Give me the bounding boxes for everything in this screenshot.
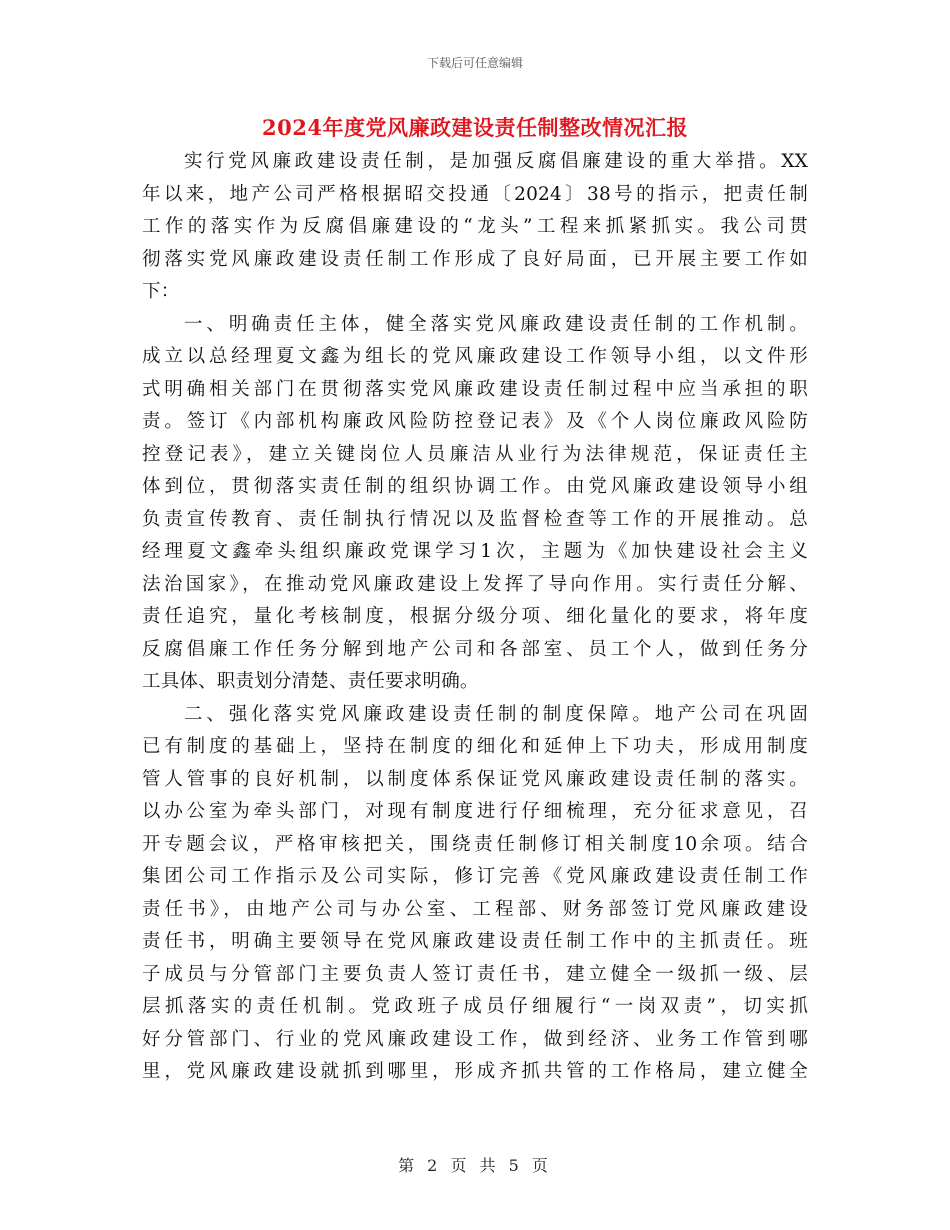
text-line: 集团公司工作指示及公司实际，修订完善《党风廉政建设责任制工作	[142, 866, 808, 887]
text-line: 式明确相关部门在贯彻落实党风廉政建设责任制过程中应当承担的职	[142, 378, 808, 400]
text-line: 下：	[142, 281, 180, 302]
text-line: 彻落实党风廉政建设责任制工作形成了良好局面，已开展主要工作如	[142, 248, 808, 270]
text-line: 开专题会议，严格审核把关，围绕责任制修订相关制度10余项。结合	[142, 833, 808, 855]
text-line: 工具体、职责划分清楚、责任要求明确。	[142, 671, 479, 692]
text-line: 法治国家》，在推动党风廉政建设上发挥了导向作用。实行责任分解、	[142, 573, 808, 595]
text-line: 反腐倡廉工作任务分解到地产公司和各部室、员工个人，做到任务分	[142, 638, 808, 660]
text-line: 工作的落实作为反腐倡廉建设的“龙头”工程来抓紧抓实。我公司贯	[142, 216, 808, 237]
text-line: 里，党风廉政建设就抓到哪里，形成齐抓共管的工作格局，建立健全	[142, 1061, 808, 1082]
text-line: 控登记表》，建立关键岗位人员廉洁从业行为法律规范，保证责任主	[142, 443, 808, 465]
text-line: 责任书，明确主要领导在党风廉政建设责任制工作中的主抓责任。班	[142, 931, 808, 952]
text-line: 责任书》，由地产公司与办公室、工程部、财务部签订党风廉政建设	[142, 898, 808, 920]
text-line: 年以来，地产公司严格根据昭交投通〔2024〕38号的指示，把责任制	[142, 183, 808, 205]
text-line: 实行党风廉政建设责任制，是加强反腐倡廉建设的重大举措。XX	[184, 151, 808, 172]
paragraph-intro	[142, 146, 808, 309]
text-line: 负责宣传教育、责任制执行情况以及监督检查等工作的开展推动。总	[142, 508, 808, 530]
paragraph-section-two	[142, 699, 808, 1089]
text-line: 体到位，贯彻落实责任制的组织协调工作。由党风廉政建设领导小组	[142, 476, 808, 497]
document-body	[142, 146, 808, 1089]
text-line: 责任追究，量化考核制度，根据分级分项、细化量化的要求，将年度	[142, 606, 808, 627]
text-line: 经理夏文鑫牵头组织廉政党课学习1次，主题为《加快建设社会主义	[142, 541, 808, 562]
text-line: 好分管部门、行业的党风廉政建设工作，做到经济、业务工作管到哪	[142, 1028, 808, 1050]
text-line: 成立以总经理夏文鑫为组长的党风廉政建设工作领导小组，以文件形	[142, 346, 808, 367]
page-header-note: 下载后可任意编辑	[426, 56, 523, 70]
text-line: 管人管事的良好机制，以制度体系保证党风廉政建设责任制的落实。	[142, 768, 808, 790]
text-line: 以办公室为牵头部门，对现有制度进行仔细梳理，充分征求意见，召	[142, 801, 808, 822]
text-line: 责。签订《内部机构廉政风险防控登记表》及《个人岗位廉政风险防	[142, 411, 808, 432]
text-line: 已有制度的基础上，坚持在制度的细化和延伸上下功夫，形成用制度	[142, 736, 808, 757]
text-line: 二、强化落实党风廉政建设责任制的制度保障。地产公司在巩固	[184, 703, 808, 725]
text-line: 子成员与分管部门主要负责人签订责任书，建立健全一级抓一级、层	[142, 963, 808, 985]
page-number: 第 2 页 共 5 页	[398, 1156, 552, 1175]
document-title: 2024年度党风廉政建设责任制整改情况汇报	[262, 115, 688, 140]
text-line: 一、明确责任主体，健全落实党风廉政建设责任制的工作机制。	[184, 313, 808, 335]
text-line: 层抓落实的责任机制。党政班子成员仔细履行“一岗双责”，切实抓	[142, 996, 808, 1017]
paragraph-section-one	[142, 309, 808, 699]
